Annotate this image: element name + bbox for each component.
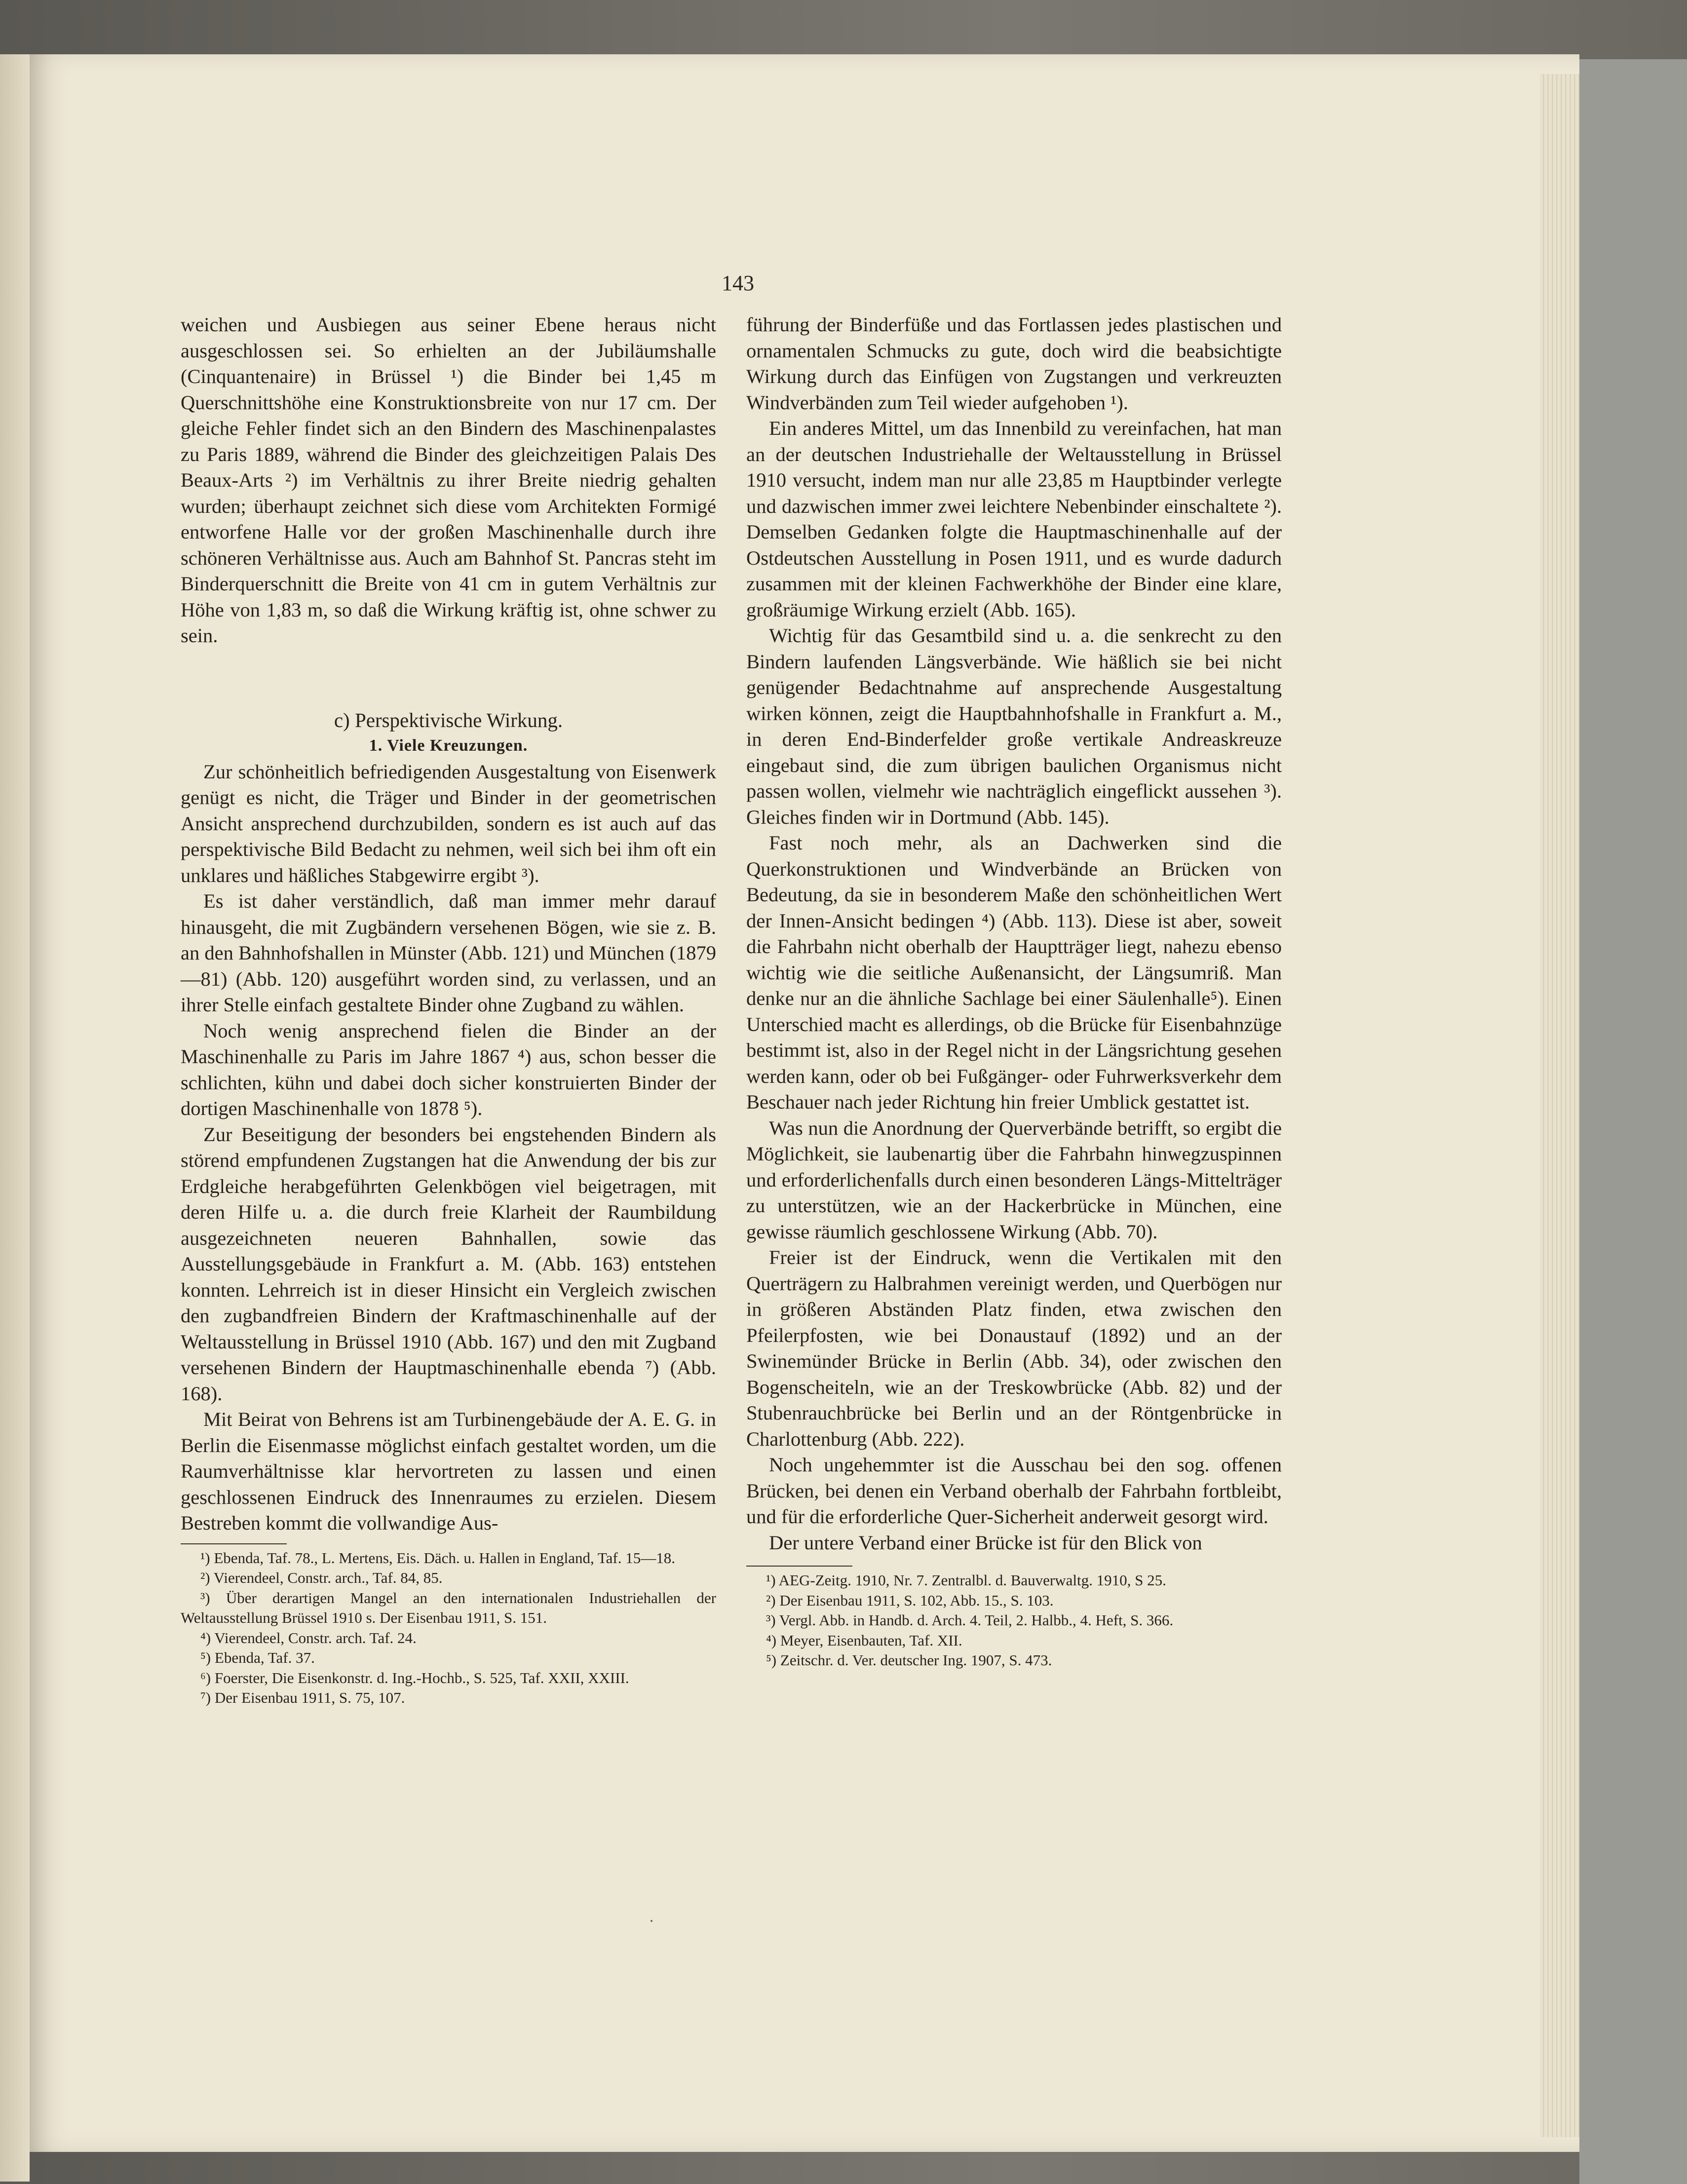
footnote: ¹) Ebenda, Taf. 78., L. Mertens, Eis. Däch. u. Hallen in England, Taf. 15—18. bbox=[200, 1549, 675, 1567]
footnote: ⁵) Zeitschr. d. Ver. deutscher Ing. 1907, S. 473. bbox=[766, 1651, 1052, 1669]
page-number: 143 bbox=[722, 271, 754, 295]
right-footnotes bbox=[746, 1571, 1282, 1671]
left-footnotes bbox=[181, 1548, 716, 1708]
section-heading: c) Perspektivische Wirkung. bbox=[334, 708, 563, 731]
footnote-rule bbox=[746, 1566, 852, 1567]
right-paragraph: Fast noch mehr, als an Dachwerken sind die Querkonstruktionen und Windverbände an Brücken von Bedeutung, da sie in besonderem Maße den schönheitlichen Wert der Innen-Ansicht bedingen ⁴) (Abb. 113). Diese ist aber, soweit die Fahrbahn nicht oberhalb der Hauptträger liegt, nahezu ebenso wichtig wie die seitliche Außenansicht, der Längsumriß. Man denke nur an die ähnliche Sachlage bei einer Säulenhalle⁵). Einen Unterschied macht es allerdings, ob die Brücke für Eisenbahnzüge bestimmt ist, also in der Regel nicht in der Längsrichtung gesehen werden kann, oder ob bei Fußgänger- oder Fuhrwerksverkehr dem Beschauer nach jeder Richtung hin freier Umblick gestattet ist. bbox=[746, 832, 1282, 1113]
footnote: ¹) AEG-Zeitg. 1910, Nr. 7. Zentralbl. d. Bauverwaltg. 1910, S 25. bbox=[766, 1571, 1166, 1589]
paper-speck bbox=[651, 1920, 652, 1922]
right-paragraph: Der untere Verband einer Brücke ist für den Blick von bbox=[769, 1531, 1202, 1554]
footnote-rule bbox=[181, 1543, 287, 1544]
facing-page-edge bbox=[0, 54, 30, 2182]
right-paragraph: Ein anderes Mittel, um das Innenbild zu vereinfachen, hat man an der deutschen Industriehalle der Weltausstellung in Brüssel 1910 versucht, indem man nur alle 23,85 m Hauptbinder verlegte und dazwischen immer zwei leichtere Nebenbinder einschaltete ²). Demselben Gedanken folgte die Hauptmaschinenhalle auf der Ostdeutschen Ausstellung in Posen 1911, und es wurde dadurch zusammen mit der kleinen Fachwerkhöhe der Binder eine klare, großräumige Wirkung erzielt (Abb. 165). bbox=[746, 417, 1282, 621]
footnote: ⁶) Foerster, Die Eisenkonstr. d. Ing.-Hochb., S. 525, Taf. XXII, XXIII. bbox=[200, 1669, 629, 1686]
right-paragraph: Was nun die Anordnung der Querverbände betrifft, so ergibt die Möglichkeit, sie laubenartig über die Fahrbahn hinwegzuspinnen und erforderlichenfalls durch einen besonderen Längs-Mittelträger zu unterstützen, wie an der Hackerbrücke in München, eine gewisse räumlich geschlossene Wirkung (Abb. 70). bbox=[746, 1116, 1282, 1243]
footnote: ³) Vergl. Abb. in Handb. d. Arch. 4. Teil, 2. Halbb., 4. Heft, S. 366. bbox=[766, 1611, 1174, 1629]
footnote: ²) Der Eisenbau 1911, S. 102, Abb. 15., S. 103. bbox=[766, 1591, 1054, 1609]
footnote: ⁷) Der Eisenbau 1911, S. 75, 107. bbox=[200, 1689, 405, 1706]
footnote: ³) Über derartigen Mangel an den internationalen Industriehallen der Weltausstellung Brüssel 1910 s. Der Eisenbau 1911, S. 151. bbox=[181, 1589, 716, 1626]
left-column bbox=[181, 312, 716, 1708]
book-cover bbox=[1579, 59, 1687, 2184]
subheading: 1. Viele Kreuzungen. bbox=[369, 736, 528, 755]
footnote: ⁵) Ebenda, Taf. 37. bbox=[200, 1649, 315, 1666]
right-paragraph: Noch ungehemmter ist die Ausschau bei den sog. offenen Brücken, bei denen ein Verband oberhalb der Fahrbahn fortbleibt, und für die erforderliche Quer-Sicherheit anderweit gesorgt wird. bbox=[746, 1454, 1282, 1528]
right-paragraph: Freier ist der Eindruck, wenn die Vertikalen mit den Querträgern zu Halbrahmen vereinigt werden, und Querbögen nur in größeren Abständen Platz finden, etwa zwischen den Pfeilerpfosten, wie bei Donaustauf (1892) und an der Swinemünder Brücke in Berlin (Abb. 34), oder zwischen den Bogenscheiteln, wie an der Treskowbrücke (Abb. 82) und der Stubenrauchbrücke bei Berlin und an der Röntgenbrücke in Charlottenburg (Abb. 222). bbox=[746, 1246, 1282, 1450]
spacer bbox=[746, 1556, 1282, 1559]
right-paragraph: Wichtig für das Gesamtbild sind u. a. die senkrecht zu den Bindern laufenden Längsverbände. Wie häßlich sie bei nicht genügender Bedachtnahme auf ansprechende Ausgestaltung wirken können, zeigt die Hauptbahnhofshalle in Frankfurt a. M., in deren End-Binderfelder große vertikale Andreaskreuze eingebaut sind, die zum übrigen baulichen Organismus nicht passen wollen, vielmehr wie nachträglich eingeflickt aussehen ³). Gleiches finden wir in Dortmund (Abb. 145). bbox=[746, 624, 1282, 828]
left-paragraph: Mit Beirat von Behrens ist am Turbinengebäude der A. E. G. in Berlin die Eisenmasse möglichst einfach gestaltet worden, um die Raumverhältnisse klar hervortreten zu lassen und einen geschlossenen Eindruck des Innenraumes zu erzielen. Diesem Bestreben kommt die vollwandige Aus- bbox=[181, 1408, 716, 1534]
left-paragraph: Es ist daher verständlich, daß man immer mehr darauf hinausgeht, die mit Zugbändern versehenen Bögen, wie sie z. B. an den Bahnhofshallen in Münster (Abb. 121) und München (1879—81) (Abb. 120) ausgeführt worden sind, zu verlassen, und an ihrer Stelle einfach gestaltete Binder ohne Zugband zu wählen. bbox=[181, 890, 716, 1016]
left-paragraph: Zur Beseitigung der besonders bei engstehenden Bindern als störend empfundenen Zugstangen hat die Anwendung der bis zur Erdgleiche herabgeführten Gelenkbögen viel beigetragen, mit deren Hilfe u. a. die durch freie Klarheit der Raumbildung ausgezeichneten neueren Bahnhallen, sowie das Ausstellungsgebäude in Frankfurt a. M. (Abb. 163) entstehen konnten. Lehrreich ist in dieser Hinsicht ein Vergleich zwischen den zugbandfreien Bindern der Kraftmaschinenhalle auf der Weltausstellung in Brüssel 1910 (Abb. 167) und den mit Zugband versehenen Bindern der Hauptmaschinenhalle ebenda ⁷) (Abb. 168). bbox=[181, 1123, 716, 1405]
left-paragraph: Noch wenig ansprechend fielen die Binder an der Maschinenhalle zu Paris im Jahre 1867 ⁴) aus, schon besser die schlichten, kühn und dabei doch sicher konstruierten Binder der dortigen Maschinenhalle von 1878 ⁵). bbox=[181, 1019, 716, 1119]
left-paragraph: Zur schönheitlich befriedigenden Ausgestaltung von Eisenwerk genügt es nicht, die Träger und Binder in der geometrischen Ansicht ansprechend durchzubilden, sondern es ist auch auf das perspektivische Bild Bedacht zu nehmen, weil sich bei ihm oft ein unklares und häßliches Stabgewirre ergibt ³). bbox=[181, 760, 716, 886]
page-stack-edges bbox=[1540, 74, 1579, 2137]
section-spacer bbox=[181, 649, 716, 707]
right-paragraph: führung der Binderfüße und das Fortlassen jedes plastischen und ornamentalen Schmucks zu gute, doch wird die beabsichtigte Wirkung durch das Einfügen von Zugstangen und verkreuzten Windverbänden zum Teil wieder aufgehoben ¹). bbox=[746, 313, 1282, 414]
footnote: ⁴) Meyer, Eisenbauten, Taf. XII. bbox=[766, 1631, 962, 1649]
left-intro-paragraph: weichen und Ausbiegen aus seiner Ebene heraus nicht ausgeschlossen sei. So erhielten an der Jubiläumshalle (Cinquantenaire) in Brüssel ¹) die Binder bei 1,45 m Querschnittshöhe eine Konstruktionsbreite von nur 17 cm. Der gleiche Fehler findet sich an den Bindern des Maschinenpalastes zu Paris 1889, während die Binder des gleichzeitigen Palais Des Beaux-Arts ²) im Verhältnis zu ihrer Breite niedrig gehalten wurden; überhaupt zeichnet sich diese vom Architekten Formigé entworfene Halle vor der großen Maschinenhalle durch ihre schöneren Verhältnisse aus. Auch am Bahnhof St. Pancras steht im Binderquerschnitt die Breite von 41 cm in gutem Verhältnis zur Höhe von 1,83 m, so daß die Wirkung kräftig ist, ohne schwer zu sein. bbox=[181, 313, 716, 647]
footnote: ²) Vierendeel, Constr. arch., Taf. 84, 85. bbox=[200, 1569, 443, 1586]
footnote: ⁴) Vierendeel, Constr. arch. Taf. 24. bbox=[200, 1629, 417, 1647]
right-column bbox=[746, 312, 1282, 1671]
